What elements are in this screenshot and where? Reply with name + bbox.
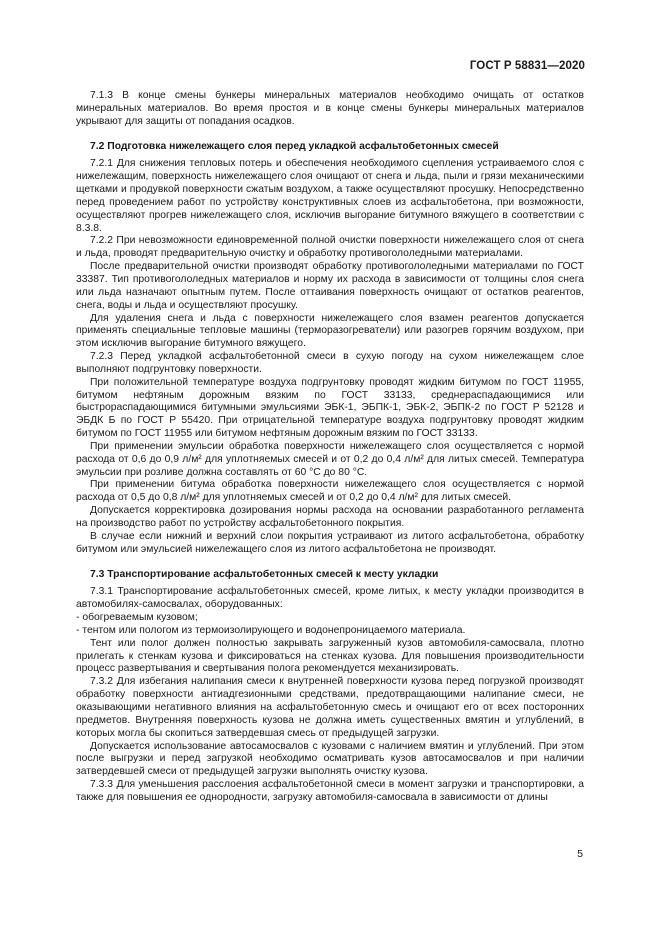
paragraph-7-3-2-b: Допускается использование автосамосвалов с кузовами с наличием вмятин и углублений. При этом после выгрузки и перед загрузкой необходимо осматривать кузов автосамосвалов и при наличии затвердевшей смеси от предыдущей загрузки выполнять очистку кузова. bbox=[76, 740, 584, 778]
paragraph-7-3-3: 7.3.3 Для уменьшения расслоения асфальтобетонной смеси в момент загрузки и транспортировки, а также для повышения ее однородности, загрузку автомобиля-самосвала в зависимости от длины bbox=[76, 779, 584, 803]
document-body bbox=[76, 90, 584, 805]
paragraph-7-3-1: 7.3.1 Транспортирование асфальтобетонных смесей, кроме литых, к месту укладки производится в автомобилях-самосвалах, оборудованных: bbox=[76, 586, 584, 611]
standard-number: ГОСТ Р 58831—2020 bbox=[469, 60, 585, 72]
section-heading-7-2: 7.2 Подготовка нижележащего слоя перед укладкой асфальтобетонных смесей bbox=[90, 140, 499, 152]
paragraph-7-2-3-b: При положительной температуре воздуха подгрунтовку проводят жидким битумом по ГОСТ 11955, битумом нефтяным дорожным вязким по ГОСТ 33133, среднераспадающимися или быстрораспадающимися битумными эмульсиями ЭБК-1, ЭБПК-1, ЭБК-2, ЭБПК-2 по ГОСТ Р 52128 и ЭБДК Б по ГОСТ Р 55420. При отрицательной температуре воздуха подгрунтовку проводят жидким битумом по ГОСТ 11955 или битумом нефтяным дорожным вязким по ГОСТ 33133. bbox=[76, 376, 584, 440]
paragraph-7-2-2-b: После предварительной очистки производят обработку противогололедными материалами по ГОСТ 33387. Тип противогололедных материалов и норму их расхода в зависимости от толщины слоя снега или льда назначают опытным путем. После оттаивания поверхность очищают от остатков реагентов, снега, воды и льда и осуществляют просушку. bbox=[76, 261, 584, 311]
list-item-heated-body: - обогреваемым кузовом; bbox=[76, 612, 198, 624]
section-heading-7-3: 7.3 Транспортирование асфальтобетонных смесей к месту укладки bbox=[90, 568, 439, 580]
paragraph-7-3-1-b: Тент или полог должен полностью закрывать загруженный кузов автомобиля-самосвала, плотно прилегать к стенкам кузова и фиксироваться на стенках кузова. Для повышения производительности процесс развертывания и свертывания полога рекомендуется механизировать. bbox=[76, 637, 584, 675]
paragraph-7-2-2: 7.2.2 При невозможности единовременной полной очистки поверхности нижележащего слоя от снега и льда, проводят предварительную очистку и обработку противогололедными материалами. bbox=[76, 235, 584, 260]
page-number: 5 bbox=[577, 849, 583, 860]
paragraph-7-3-2: 7.3.2 Для избегания налипания смеси к внутренней поверхности кузова перед погрузкой производят обработку поверхности антиадгезионными средствами, предотвращающими налипание смеси, не оказывающими негативного влияния на асфальтобетонную смесь и очищают его от всех посторонних предметов. Внутренняя поверхность кузова не должна иметь существенных вмятин и углублений, в которых могла бы скопиться затвердевшая смесь от предыдущей загрузки. bbox=[76, 676, 584, 739]
paragraph-7-2-3-c: При применении эмульсии обработка поверхности нижележащего слоя осуществляется с нормой расхода от 0,6 до 0,9 л/м² для уплотняемых смесей и от 0,2 до 0,4 л/м² для литых смесей. Температура эмульсии при розливе должна составлять от 60 °С до 80 °С. bbox=[76, 440, 584, 478]
paragraph-7-2-3: 7.2.3 Перед укладкой асфальтобетонной смеси в сухую погоду на сухом нижележащем слое выполняют подгрунтовку поверхности. bbox=[76, 351, 584, 375]
paragraph-7-2-3-f: В случае если нижний и верхний слои покрытия устраивают из литого асфальтобетона, обработку битумом или эмульсией нижележащего слоя из литого асфальтобетона не производят. bbox=[76, 530, 584, 555]
paragraph-7-2-3-e: Допускается корректировка дозирования нормы расхода на основании разработанного регламента на производство работ по устройству асфальтобетонного покрытия. bbox=[76, 505, 584, 529]
paragraph-7-2-3-d: При применении битума обработка поверхности нижележащего слоя осуществляется с нормой расхода от 0,5 до 0,8 л/м² для уплотняемых смесей и от 0,2 до 0,4 л/м² для литых смесей. bbox=[76, 479, 584, 504]
paragraph-7-1-3: 7.1.3 В конце смены бункеры минеральных материалов необходимо очищать от остатков минеральных материалов. Во время простоя и в конце смены бункеры минеральных материалов укрывают для защиты от попадания осадков. bbox=[76, 90, 584, 127]
paragraph-7-2-2-c: Для удаления снега и льда с поверхности нижележащего слоя взамен реагентов допускается применять специальные тепловые машины (терморазогреватели) или разогрев горячим воздухом, при этом исключив выгорание битумного вяжущего. bbox=[76, 312, 584, 350]
list-item-tent: - тентом или пологом из термоизолирующего и водонепроницаемого материала. bbox=[76, 624, 466, 636]
paragraph-7-2-1: 7.2.1 Для снижения тепловых потерь и обеспечения необходимого сцепления устраиваемого слоя с нижележащим, поверхность нижележащего слоя очищают от снега и льда, пыли и грязи механическими щетками и продувкой поверхности сжатым воздухом, а также осуществляют просушку. Непосредственно перед проведением работ по устройству конструктивных слоев из асфальтобетона, при возможности, осуществляют прогрев нижележащего слоя, исключив выгорание битумного вяжущего в соответствии с 8.3.8. bbox=[76, 158, 584, 234]
